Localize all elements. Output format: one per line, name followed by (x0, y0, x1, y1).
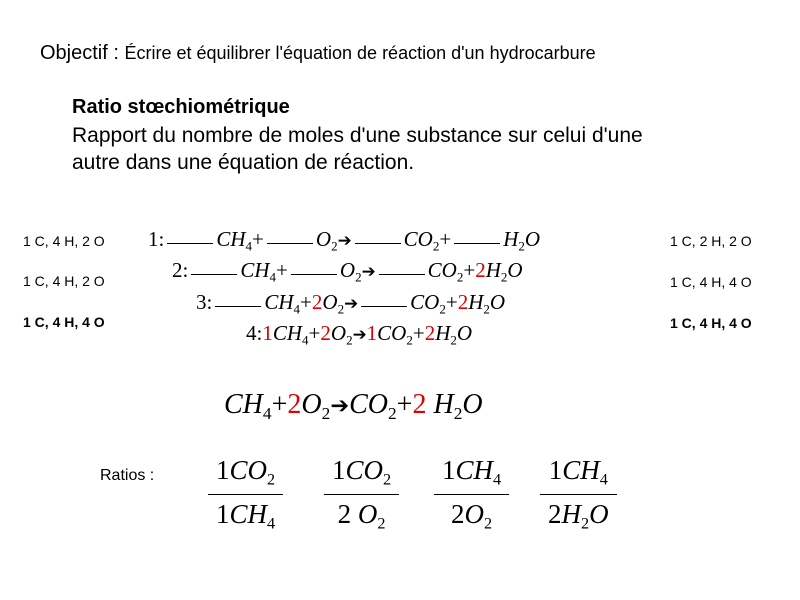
right-count-3: 1 C, 4 H, 4 O (670, 315, 752, 331)
ratio-ch4-h2o: $\frac{1CH_4}{2H_2O}$ (540, 455, 617, 533)
ratios-label: Ratios : (100, 467, 155, 484)
definition-line-2: autre dans une équation de réaction. (72, 151, 415, 174)
ratio-co2-o2: $\frac{1CO_2}{2 O_2}$ (324, 455, 399, 533)
ratio-co2-ch4: $\frac{1CO_2}{1CH_4}$ (208, 455, 283, 533)
left-count-3: 1 C, 4 H, 4 O (23, 314, 105, 330)
step-1-label: 1: (148, 227, 165, 251)
definition-line-1: Rapport du nombre de moles d'une substance sur celui d'une (72, 124, 643, 147)
objective-text: Écrire et équilibrer l'équation de réaction d'un hydrocarbure (124, 43, 596, 63)
right-count-2: 1 C, 4 H, 4 O (670, 274, 752, 290)
left-count-2: 1 C, 4 H, 2 O (23, 273, 105, 289)
equation-step-3: 3: $CH_4+2O_2➔$ $CO_2+2H_2O$ (196, 290, 506, 317)
balanced-equation: $CH_4+2O_2➔CO_2+2$ $H_2O$ (224, 389, 483, 424)
step-3-label: 3: (196, 290, 213, 314)
left-count-1: 1 C, 4 H, 2 O (23, 233, 105, 249)
step-4-label: 4: (246, 321, 263, 345)
right-count-1: 1 C, 2 H, 2 O (670, 233, 752, 249)
definition-title: Ratio stœchiométrique (72, 96, 290, 118)
step-2-label: 2: (172, 258, 189, 282)
equation-step-4: $4:1CH_4+2O_2➔1CO_2+2H_2O$ (246, 321, 473, 348)
ratio-ch4-o2: $\frac{1CH_4}{2O_2}$ (434, 455, 509, 533)
objective-label: Objectif : (40, 42, 119, 64)
equation-step-2: 2: $CH_4+$ $O_2➔$ $CO_2+2H_2O$ (172, 258, 523, 285)
objective (40, 42, 596, 65)
equation-step-1: 1: $CH_4+$ $O_2➔$ $CO_2+ H_2O$ (148, 227, 541, 254)
